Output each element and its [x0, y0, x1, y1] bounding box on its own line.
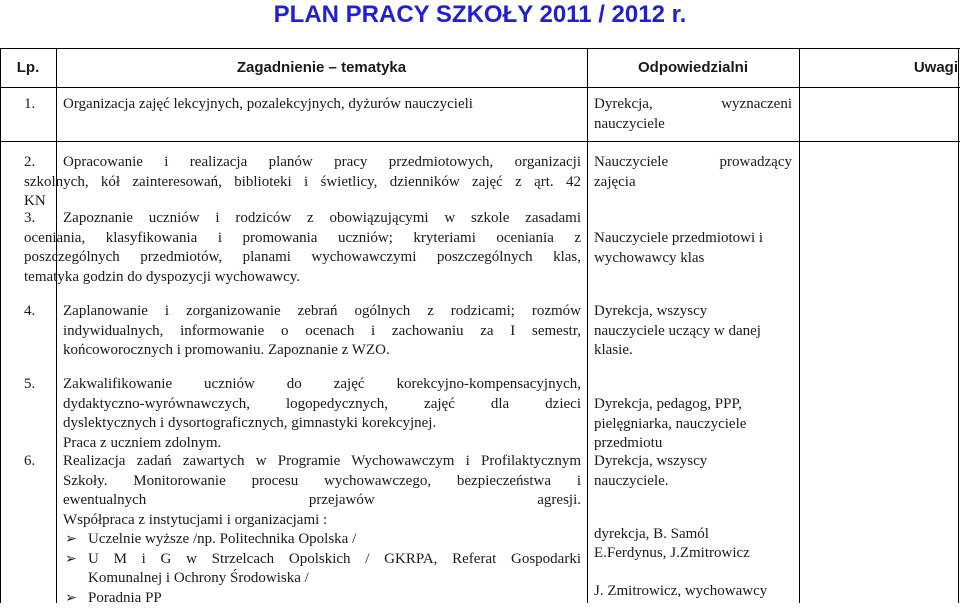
- row-6-topic-l3: ewentualnych przejawów agresji.: [63, 491, 581, 511]
- bullet-item-2-cont-text: Komunalnej i Ochrony Środowiska /: [88, 570, 309, 586]
- header-notes: Uwagi: [799, 58, 958, 78]
- bullet-item-1: [63, 530, 581, 550]
- row-3-responsible: [594, 229, 792, 268]
- row-6-topic: [63, 452, 581, 608]
- row-2-topic: [63, 153, 581, 212]
- bullet-item-3: [63, 589, 581, 608]
- bullet-item-2-text: U M i G w Strzelcach Opolskich / GKRPA, Referat Gospodarki: [88, 550, 581, 570]
- row-1-resp-c: nauczyciele: [594, 115, 792, 135]
- row-3-topic-l3: poszczególnych przedmiotów, planami wychowawczymi poszczególnych klas,: [24, 248, 581, 268]
- row-6-resp-b: nauczyciele.: [594, 472, 792, 492]
- arrow-head-bullet-icon: ➢: [65, 530, 77, 550]
- row-6-topic-l1: Realizacja zadań zawartych w Programie Wychowawczym i Profilaktycznym: [63, 452, 581, 472]
- row1-bottom-border: [0, 141, 960, 142]
- row-6-number: 6.: [24, 452, 35, 472]
- bullet-item-3-text: Poradnia PP: [88, 590, 162, 606]
- header-lp: Lp.: [0, 58, 56, 78]
- header-responsible: Odpowiedzialni: [587, 58, 799, 78]
- row-5-number: 5.: [24, 375, 35, 395]
- col-border-left: [0, 48, 1, 603]
- row-2-topic-l2: szkolnych, kół zainteresowań, biblioteki i świetlicy, dzienników zajęć z ąrt. 42: [24, 173, 581, 193]
- row-4-topic-l1: Zaplanowanie i zorganizowanie zebrań ogólnych z rodzicami; rozmów: [63, 302, 581, 322]
- row-2-number: 2.: [24, 153, 35, 173]
- row-5-topic-l3: dyslektycznych i dysortograficznych, gimnastyki korekcyjnej.: [63, 414, 581, 434]
- row-1-topic: Organizacja zajęć lekcyjnych, pozalekcyjnych, dyżurów nauczycieli: [63, 95, 581, 115]
- row-3-topic-l1: Zapoznanie uczniów i rodziców z obowiązującymi w szkole zasadami: [63, 209, 581, 229]
- row-4-topic-l3: końcoworocznych i promowaniu. Zapoznanie z WZO.: [63, 341, 581, 361]
- header-topic: Zagadnienie – tematyka: [56, 58, 587, 78]
- row-4-responsible: [594, 302, 792, 361]
- row-1-resp-a: Dyrekcja,: [594, 95, 653, 115]
- row-2-responsible: [594, 153, 792, 192]
- row-3-number: 3.: [24, 209, 35, 229]
- row-4-number: 4.: [24, 302, 35, 322]
- row-2-resp-a: Nauczyciele: [594, 153, 668, 173]
- row-2-topic-l3: KN: [24, 192, 581, 212]
- bullet-item-2: [63, 550, 581, 570]
- col-border-right: [958, 48, 959, 603]
- row-6-resp-a: Dyrekcja, wszyscy: [594, 452, 792, 472]
- row-6-resp-ferdynus: E.Ferdynus, J.Zmitrowicz: [594, 544, 792, 564]
- row-6-topic-l2: Szkoły. Monitorowanie procesu wychowawczego, bezpieczeństwa i: [63, 472, 581, 492]
- row-3-resp-a: Nauczyciele przedmiotowi i: [594, 229, 792, 249]
- row-4-topic-l2: indywidualnych, informowanie o ocenach i zachowaniu za I semestr,: [63, 322, 581, 342]
- bullet-item-1-text: Uczelnie wyższe /np. Politechnika Opolska /: [88, 531, 356, 547]
- row-5-topic-l2: dydaktyczno-wyrównawczych, logopedycznych, zajęć dla dzieci: [63, 395, 581, 415]
- col-border-resp: [799, 48, 800, 603]
- row-2-resp-c: zajęcia: [594, 173, 792, 193]
- bullet-item-2-cont: [63, 569, 581, 589]
- row-1-resp-b: wyznaczeni: [721, 95, 792, 115]
- col-border-topic: [587, 48, 588, 603]
- arrow-head-bullet-icon: ➢: [65, 550, 77, 570]
- row-3-topic: [63, 209, 581, 287]
- row-5-resp-b: pielęgniarka, nauczyciele: [594, 415, 792, 435]
- row-5-responsible: [594, 395, 792, 454]
- row-4-topic: [63, 302, 581, 361]
- row-5-resp-a: Dyrekcja, pedagog, PPP,: [594, 395, 792, 415]
- row-3-topic-l2: oceniania, klasyfikowania i promowania uczniów; kryteriami oceniania z: [24, 229, 581, 249]
- row-4-resp-a: Dyrekcja, wszyscy: [594, 302, 792, 322]
- row-1-number: 1.: [24, 95, 35, 115]
- row-4-resp-b: nauczyciele uczący w danej: [594, 322, 792, 342]
- row-2-resp-b: prowadzący: [720, 153, 792, 173]
- page-title: PLAN PRACY SZKOŁY 2011 / 2012 r.: [0, 1, 960, 29]
- row-5-resp-c: przedmiotu: [594, 434, 792, 454]
- row-5-topic-l4: Praca z uczniem zdolnym.: [63, 434, 581, 454]
- row-6-resp-samol: dyrekcja, B. Samól: [594, 525, 792, 545]
- col-border-lp: [56, 48, 57, 603]
- row-6-responsible: [594, 452, 792, 491]
- table-top-border: [0, 48, 960, 49]
- row-1-responsible: [594, 95, 792, 134]
- row-5-topic: [63, 375, 581, 453]
- arrow-head-bullet-icon: ➢: [65, 589, 77, 608]
- header-bottom-border: [0, 87, 960, 88]
- row-6-topic-l4: Współpraca z instytucjami i organizacjami :: [63, 511, 581, 531]
- row-3-resp-b: wychowawcy klas: [594, 249, 792, 269]
- row-3-topic-l4: tematyka godzin do dyspozycji wychowawcy.: [24, 268, 581, 288]
- row-6-resp-zmitrowicz: J. Zmitrowicz, wychowawcy: [594, 582, 792, 602]
- row-4-resp-c: klasie.: [594, 341, 792, 361]
- row-2-topic-l1: Opracowanie i realizacja planów pracy przedmiotowych, organizacji: [63, 153, 581, 173]
- row-5-topic-l1: Zakwalifikowanie uczniów do zajęć korekcyjno-kompensacyjnych,: [63, 375, 581, 395]
